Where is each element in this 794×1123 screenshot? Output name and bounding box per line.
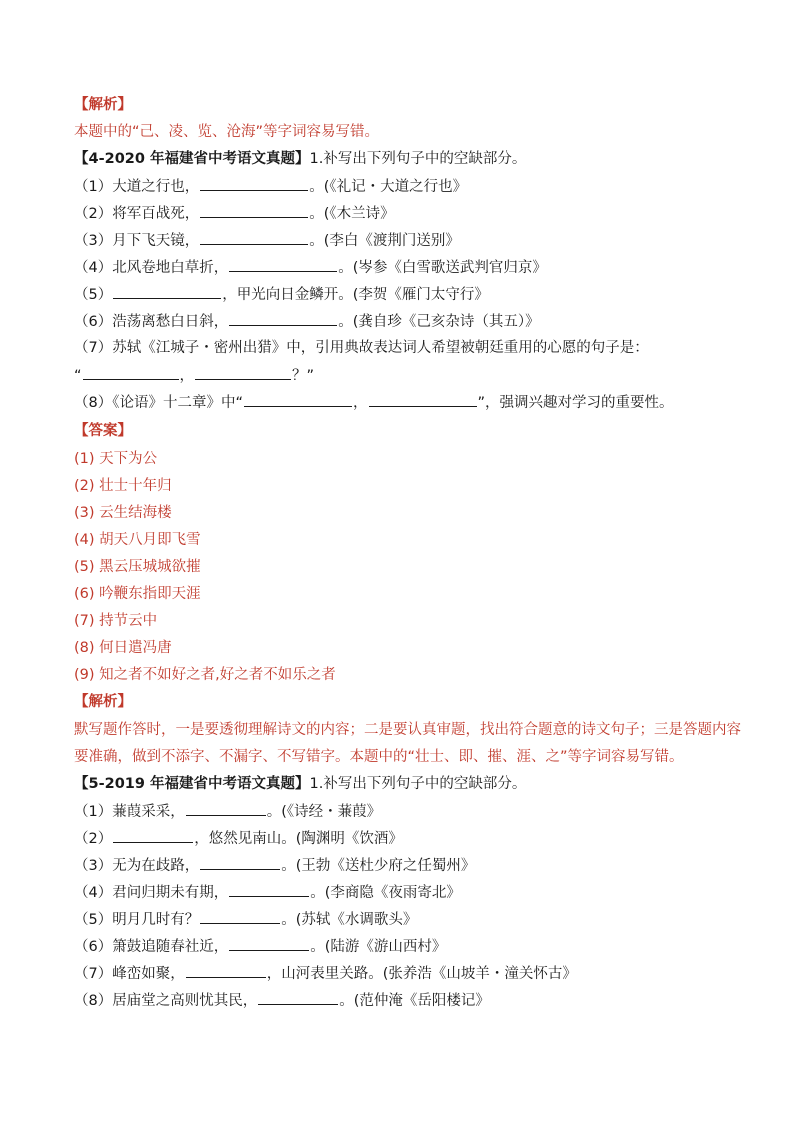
answer-blank[interactable]: [369, 392, 477, 407]
question-item: [74, 909, 734, 930]
question-item: [74, 963, 734, 984]
item-prefix: （5）明月几时有？: [74, 912, 200, 928]
separator: ，: [179, 368, 195, 384]
item-prefix: （7）峰峦如聚，: [74, 966, 185, 982]
question-item: [74, 284, 734, 305]
item-prefix: （6）箫鼓追随春社近，: [74, 939, 229, 955]
item-prefix: （1）大道之行也，: [74, 179, 200, 195]
answer-item: (2) 壮士十年归: [74, 478, 172, 494]
question-item: [74, 990, 734, 1011]
question-item: [74, 176, 734, 197]
item-suffix: ，甲光向日金鳞开。(李贺《雁门太守行》: [222, 287, 489, 303]
question-instruction: 1.补写出下列句子中的空缺部分。: [309, 151, 527, 167]
item-suffix: ，悠然见南山。(陶渊明《饮酒》: [194, 831, 403, 847]
answer-blank[interactable]: [83, 365, 179, 380]
item-prefix: （3）月下飞天镜，: [74, 233, 200, 249]
answer-item: (3) 云生结海楼: [74, 505, 172, 521]
analysis-text: 默写题作答时，一是要透彻理解诗文的内容；二是要认真审题，找出符合题意的诗文句子；三是答题内容: [74, 722, 741, 738]
answer-item: (1) 天下为公: [74, 451, 158, 467]
question-5-title-line: [74, 774, 734, 794]
answer-heading: 【答案】: [74, 423, 132, 439]
question-item: [74, 882, 734, 903]
answer-item: (8) 何日遣冯唐: [74, 640, 172, 656]
answer-blank[interactable]: [200, 203, 308, 218]
item-prefix: （6）浩荡离愁白日斜，: [74, 314, 229, 330]
question-item-7-blanks: [74, 365, 734, 386]
question-item: [74, 801, 734, 822]
item-prefix: （8）《论语》十二章》中“: [74, 395, 243, 411]
item-suffix: 。(《诗经・蒹葭》: [266, 804, 382, 820]
answer-item: (7) 持节云中: [74, 613, 158, 629]
item-suffix: 。(王勃《送杜少府之任蜀州》: [281, 858, 476, 874]
question-item: [74, 257, 734, 278]
answer-blank[interactable]: [200, 855, 280, 870]
item-suffix: 。(范仲淹《岳阳楼记》: [339, 993, 490, 1009]
item-suffix: 。(《礼记・大道之行也》: [309, 179, 468, 195]
question-item-8: [74, 392, 734, 413]
item-suffix: 。(陆游《游山西村》: [310, 939, 447, 955]
item-prefix: （4）北风卷地白草折，: [74, 260, 229, 276]
answer-blank[interactable]: [244, 392, 352, 407]
answer-item: (6) 吟鞭东指即天涯: [74, 586, 201, 602]
answer-blank[interactable]: [113, 284, 221, 299]
item-suffix: ”，强调兴趣对学习的重要性。: [477, 395, 674, 411]
analysis-text: 本题中的“己、凌、览、沧海”等字词容易写错。: [74, 124, 380, 140]
answer-blank[interactable]: [195, 365, 291, 380]
analysis-heading: 【解析】: [74, 97, 132, 113]
item-suffix: ，山河表里关路。(张养浩《山坡羊・潼关怀古》: [266, 966, 577, 982]
question-title: 【4-2020 年福建省中考语文真题】: [74, 151, 310, 167]
question-instruction: 1.补写出下列句子中的空缺部分。: [309, 776, 527, 792]
answer-blank[interactable]: [200, 909, 280, 924]
answer-blank[interactable]: [186, 963, 266, 978]
open-quote: “: [74, 368, 82, 384]
item-suffix: 。(龚自珍《己亥杂诗（其五）》: [338, 314, 540, 330]
question-item: [74, 230, 734, 251]
answer-blank[interactable]: [229, 936, 309, 951]
question-item-7: （7）苏轼《江城子・密州出猎》中，引用典故表达词人希望被朝廷重用的心愿的句子是：: [74, 340, 649, 356]
item-suffix: 。(李商隐《夜雨寄北》: [310, 885, 461, 901]
item-prefix: （8）居庙堂之高则忧其民，: [74, 993, 258, 1009]
item-suffix: 。(苏轼《水调歌头》: [281, 912, 418, 928]
item-suffix: 。(《木兰诗》: [309, 206, 395, 222]
answer-blank[interactable]: [258, 990, 338, 1005]
answer-blank[interactable]: [229, 311, 337, 326]
analysis-heading: 【解析】: [74, 694, 132, 710]
answer-blank[interactable]: [200, 230, 308, 245]
question-item: [74, 828, 734, 849]
item-prefix: （2）: [74, 831, 113, 847]
question-item: [74, 855, 734, 876]
item-suffix: 。(岑参《白雪歌送武判官归京》: [338, 260, 547, 276]
question-4-title-line: [74, 149, 734, 169]
item-prefix: （5）: [74, 287, 113, 303]
answer-blank[interactable]: [229, 882, 309, 897]
answer-blank[interactable]: [186, 801, 266, 816]
question-item: [74, 203, 734, 224]
answer-blank[interactable]: [229, 257, 337, 272]
separator: ，: [353, 395, 368, 411]
question-item: [74, 311, 734, 332]
answer-blank[interactable]: [113, 828, 193, 843]
item-prefix: （4）君问归期未有期，: [74, 885, 229, 901]
close-quote: ？”: [292, 368, 315, 384]
question-item: [74, 936, 734, 957]
answer-item: (5) 黑云压城城欲摧: [74, 559, 201, 575]
answer-item: (4) 胡天八月即飞雪: [74, 532, 201, 548]
item-suffix: 。(李白《渡荆门送别》: [309, 233, 460, 249]
item-prefix: （3）无为在歧路，: [74, 858, 200, 874]
answer-item: (9) 知之者不如好之者,好之者不如乐之者: [74, 667, 336, 683]
item-prefix: （2）将军百战死，: [74, 206, 200, 222]
analysis-text: 要准确，做到不添字、不漏字、不写错字。本题中的“壮士、即、摧、涯、之”等字词容易写错。: [74, 749, 684, 765]
answer-blank[interactable]: [200, 176, 308, 191]
item-prefix: （1）蒹葭采采，: [74, 804, 185, 820]
question-title: 【5-2019 年福建省中考语文真题】: [74, 776, 310, 792]
